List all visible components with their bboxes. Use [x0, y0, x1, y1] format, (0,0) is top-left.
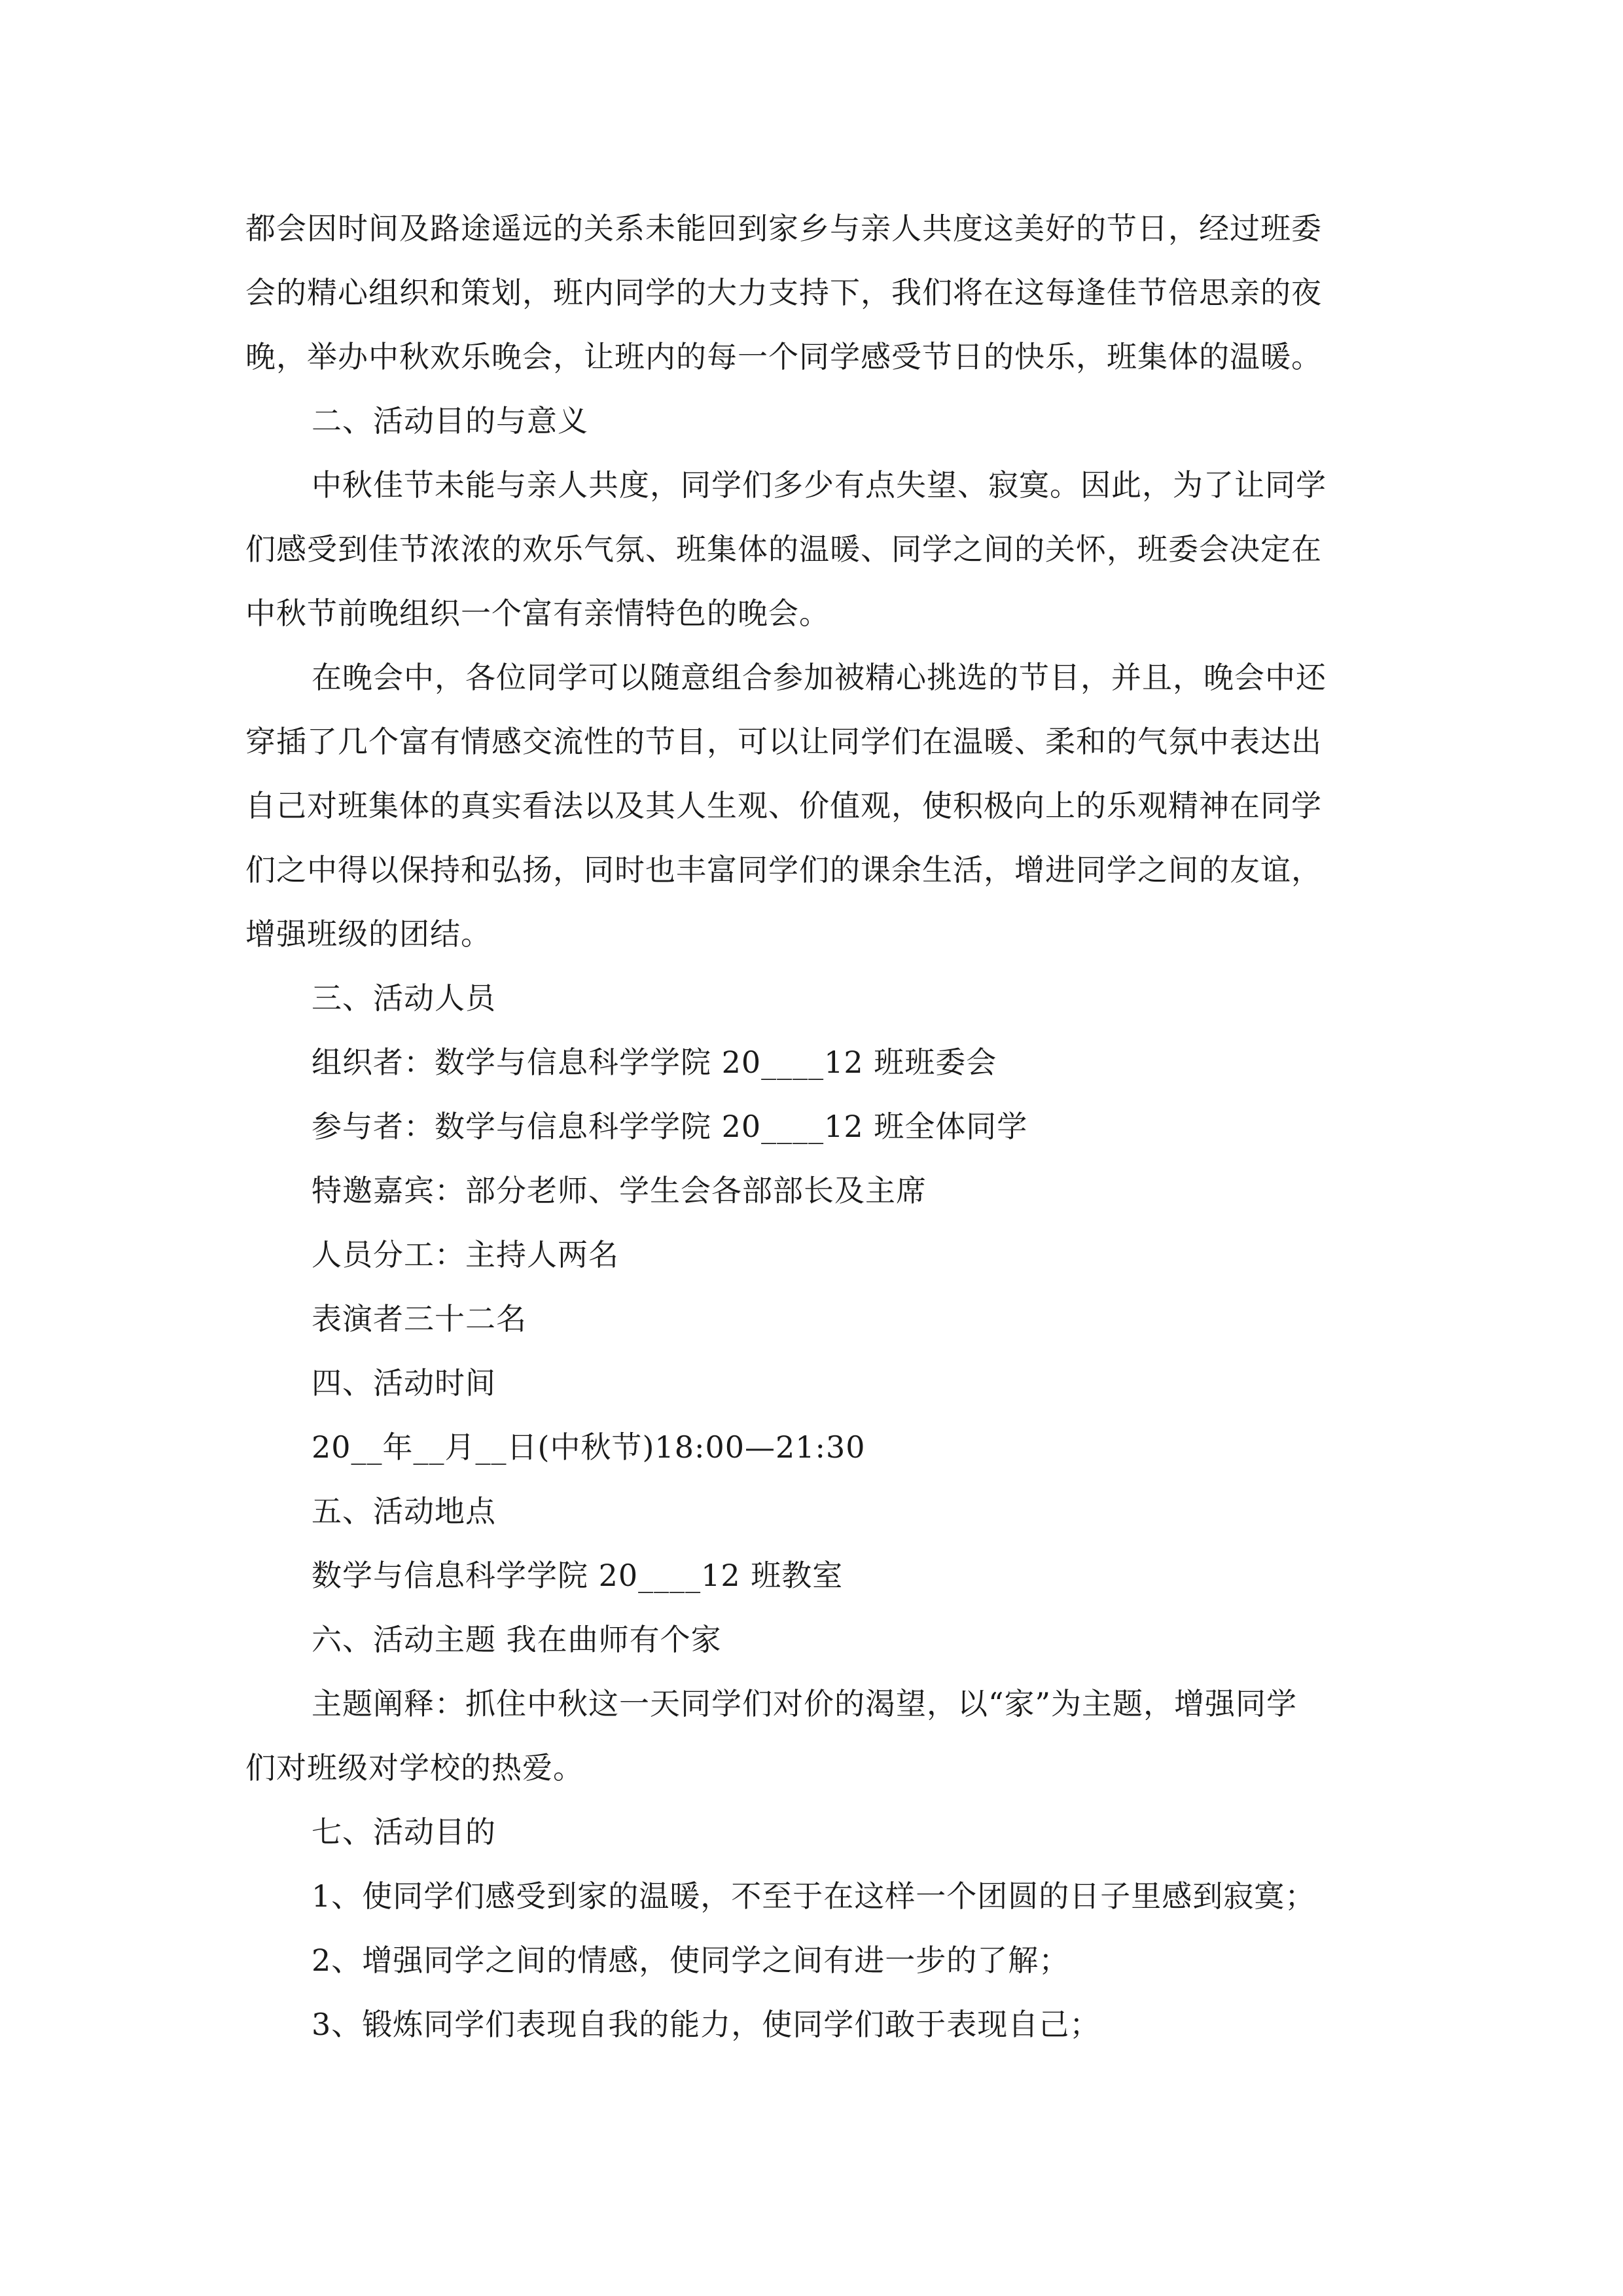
- paragraph-line: 中秋佳节未能与亲人共度，同学们多少有点失望、寂寞。因此，为了让同学: [312, 467, 1327, 503]
- section-heading: 六、活动主题 我在曲师有个家: [312, 1622, 722, 1657]
- list-item: 3、锻炼同学们表现自我的能力，使同学们敢于表现自己；: [312, 2007, 1101, 2042]
- paragraph-line: 中秋节前晚组织一个富有亲情特色的晚会。: [245, 596, 830, 631]
- list-item: 2、增强同学之间的情感，使同学之间有进一步的了解；: [312, 1943, 1070, 1978]
- document-body: [245, 196, 1394, 2056]
- paragraph-line: 自己对班集体的真实看法以及其人生观、价值观，使积极向上的乐观精神在同学: [245, 788, 1322, 823]
- section-heading: 三、活动人员: [312, 980, 496, 1016]
- paragraph-line: 晚，举办中秋欢乐晚会，让班内的每一个同学感受节日的快乐，班集体的温暖。: [245, 339, 1322, 374]
- section-heading: 五、活动地点: [312, 1494, 496, 1529]
- paragraph-line: 增强班级的团结。: [245, 916, 491, 952]
- section-heading: 四、活动时间: [312, 1365, 496, 1401]
- list-item: 参与者：数学与信息科学学院 20____12 班全体同学: [312, 1109, 1028, 1144]
- date-line: 20__年__月__日(中秋节)18:00—21:30: [312, 1429, 866, 1465]
- section-heading: 二、活动目的与意义: [312, 403, 588, 439]
- location-line: 数学与信息科学学院 20____12 班教室: [312, 1558, 844, 1593]
- section-heading: 七、活动目的: [312, 1814, 496, 1850]
- paragraph-line: 们对班级对学校的热爱。: [245, 1750, 584, 1785]
- list-item: 特邀嘉宾：部分老师、学生会各部部长及主席: [312, 1173, 927, 1208]
- paragraph-line: 穿插了几个富有情感交流性的节目，可以让同学们在温暖、柔和的气氛中表达出: [245, 724, 1322, 759]
- paragraph-line: 会的精心组织和策划，班内同学的大力支持下，我们将在这每逢佳节倍思亲的夜: [245, 275, 1322, 310]
- list-item: 组织者：数学与信息科学学院 20____12 班班委会: [312, 1045, 997, 1080]
- paragraph-line: 们之中得以保持和弘扬，同时也丰富同学们的课余生活，增进同学之间的友谊，: [245, 852, 1322, 888]
- list-item: 表演者三十二名: [312, 1301, 527, 1336]
- paragraph-line: 主题阐释：抓住中秋这一天同学们对价的渴望，以“家”为主题，增强同学: [312, 1686, 1298, 1721]
- paragraph-line: 都会因时间及路途遥远的关系未能回到家乡与亲人共度这美好的节日，经过班委: [245, 211, 1322, 246]
- paragraph-line: 在晚会中，各位同学可以随意组合参加被精心挑选的节目，并且，晚会中还: [312, 660, 1327, 695]
- list-item: 1、使同学们感受到家的温暖，不至于在这样一个团圆的日子里感到寂寞；: [312, 1878, 1316, 1914]
- list-item: 人员分工：主持人两名: [312, 1237, 619, 1272]
- paragraph-line: 们感受到佳节浓浓的欢乐气氛、班集体的温暖、同学之间的关怀，班委会决定在: [245, 531, 1322, 567]
